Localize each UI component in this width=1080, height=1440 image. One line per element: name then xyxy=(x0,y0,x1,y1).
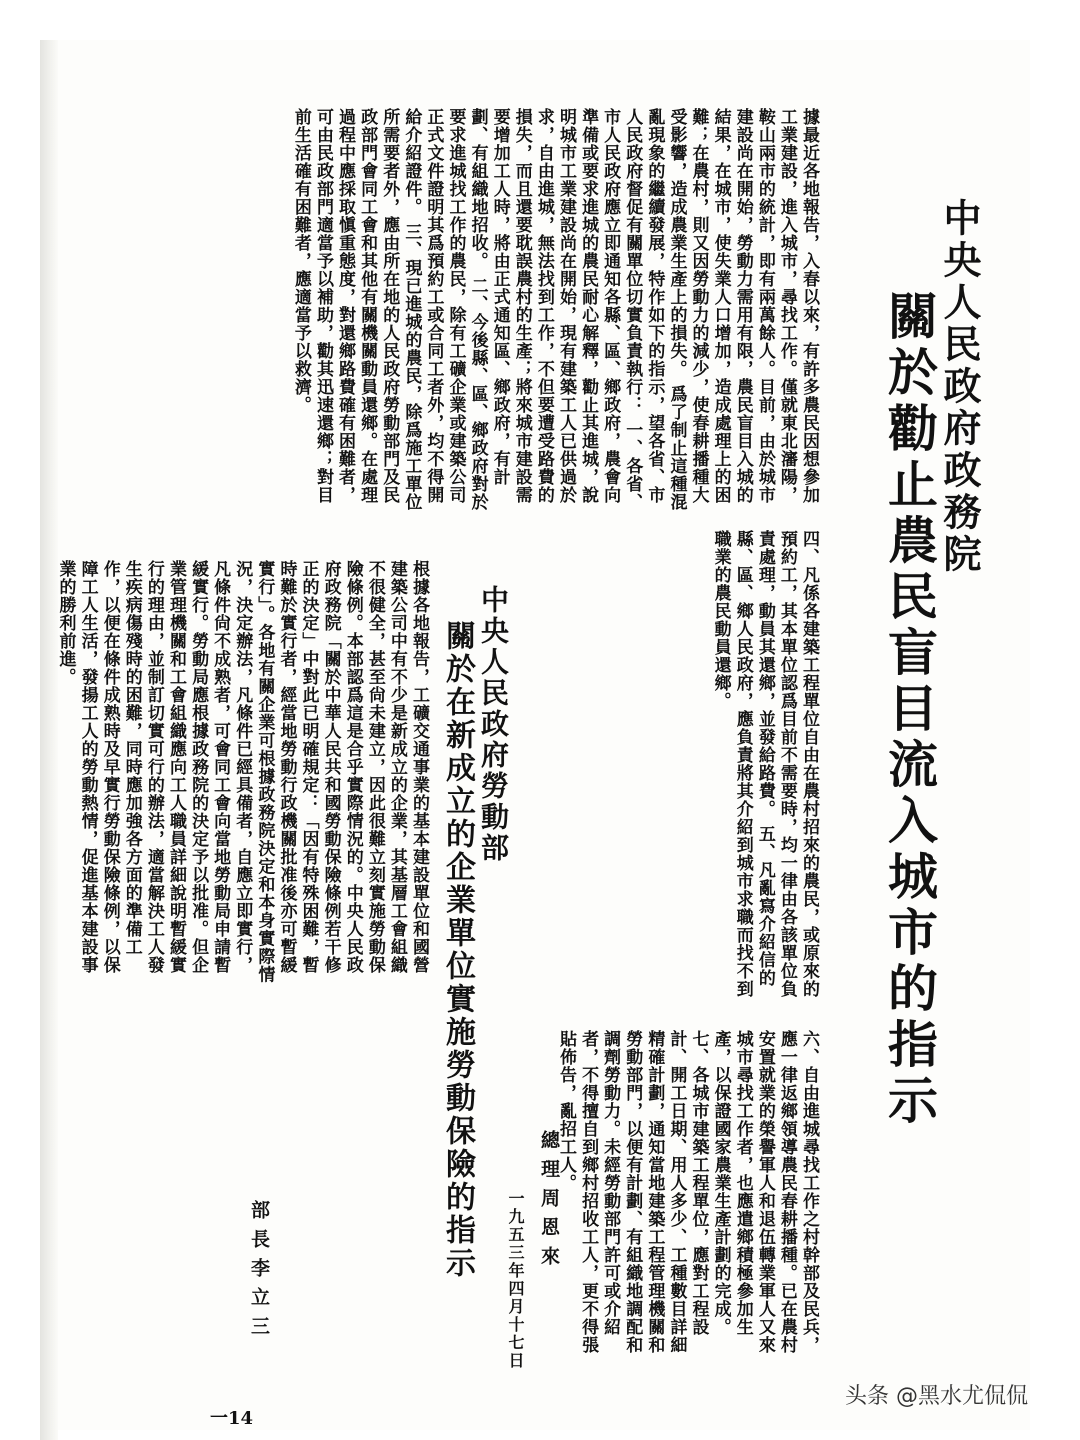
doc1-item-2: 二、今後縣、區、鄉政府對於要求進城找工作的農民，除有工礦企業或建築公司正式文件證明其爲預約工或合同工者外，均不得開給介紹證件。 xyxy=(401,108,488,511)
doc1-item-4: 四、凡係各建築工程單位自由在農村招來的農民，或原來的預約工，其本單位認爲目前不需要時，均一律由各該單位負責處理，動員其還鄉，並發給路費。 xyxy=(754,530,819,998)
doc1-item-5: 五、凡亂寫介紹信的縣、區、鄉人民政府，應負責將其介紹到城市求職而找不到職業的農民動員還鄉。 xyxy=(710,530,775,998)
doc1-item-1: 一、各省、市人民政府應立即通知各縣、區、鄉政府，農會向準備或要求進城的農民耐心解釋，勸止其進城，說明城市工業建設尚在開始，現有建築工人已供過於求，自由進城，無法找到工作，不但要遭受路費的損失，而且還要耽誤農村的生產；將來城市建設需要增加工人時，將由正式通知區、鄉政府，有計劃、有組織地招收。 xyxy=(467,108,643,511)
doc1-title: 關於勸止農民盲目流入城市的指示 xyxy=(880,290,939,1130)
scanned-page xyxy=(40,40,1030,1430)
doc2-title: 關於在新成立的企業單位實施勞動保險的指示 xyxy=(440,620,475,1280)
doc1-body-middle xyxy=(520,530,820,1000)
doc1-signature: 總理周恩來 xyxy=(538,1130,560,1275)
doc1-body-lower xyxy=(520,1030,820,1360)
doc2-signature: 部長李立三 xyxy=(248,1200,270,1345)
doc1-item-6: 六、自由進城尋找工作之村幹部及民兵，應一律返鄉領導農民春耕播種。已在農村安置就業的榮譽軍人和退伍轉業軍人又來城市尋找工作者，也應遣鄉積極參加生產，以保證國家農業生產計劃的完成。 xyxy=(710,1030,819,1354)
doc1-body-upper xyxy=(160,108,820,516)
doc2-paragraph-1: 根據各地報告，工礦交通事業的基本建設單位和國營建築公司中有不少是新成立的企業，其基層工會組織不很健全，甚至尙未建立，因此很難立刻實施勞動保險條例。本部認爲這是合乎實際情況的。中央人民政府政務院「關於中華人民共和國勞動保險條例若干修正的決定」中對此已明確規定：「因有特殊困難，暫時難於實行者，經當地勞動行政機關批准後亦可暫緩實行」。各地有關企業可根據政務院決定和本身實際情況，決定辦法，凡條件已經具備者，自應立即實行，凡條件尙不成熟者，可會同工會向當地勞動局申請暫緩實行。勞動局應根據政務院的決定予以批准。但企業管理機關和工會組織應向工人職員詳細說明暫緩實行的理由，並制訂切實可行的辦法，適當解決工人發生疾病傷殘時的困難，同時應加強各方面的準備工作，以便在條件成熟時及早實行勞動保險條例，以保障工人生活，發揚工人的勞動熱情，促進基本建設事業的勝利前進。 xyxy=(55,560,429,984)
doc2-issuer: 中央人民政府勞動部 xyxy=(477,585,510,864)
doc2-body-upper xyxy=(55,560,430,990)
page-fold-shadow xyxy=(40,40,58,1440)
doc1-issuer: 中央人民政府政務院 xyxy=(937,198,982,576)
doc1-paragraph-1: 據最近各地報告，入春以來，有許多農民因想參加工業建設，進入城市，尋找工作。僅就東北瀋陽，鞍山兩市的統計，即有兩萬餘人。目前，由於城市建設尚在開始，勞動力需用有限，農民盲目入城的結果，在城市，使失業人口增加，造成處理上的困難；在農村，則又因勞動力的減少，使春耕播種大受影響，造成農業生產上的損失。 xyxy=(666,108,819,504)
doc1-item-7: 七、各城市建築工程單位，應對工程設計、開工日期、用人多少、工種數目詳細精確計劃，通知當地建築工程管理機關和勞動部門，以便有計劃、有組織地調配和調劑勞動力。未經勞動部門許可或介紹者，不得擅自到鄉村招收工人，更不得張貼佈告，亂招工人。 xyxy=(555,1030,709,1354)
watermark-text: 头条 @黑水尤侃侃 xyxy=(845,1384,1028,1409)
page-number: 一14 xyxy=(210,1408,254,1429)
doc1-item-3: 三、現已進城的農民，除爲施工單位所需要者外，應由所在地的人民政府勞動部門及民政部門會同工會和其他有關機關動員還鄉。在處理過程中應採取愼重態度，對還鄉路費確有困難者，可由民政部門適當予以補助，勸其迅速還鄉；對目前生活確有困難者，應適當予以救濟。 xyxy=(290,108,422,511)
doc1-paragraph-2: 爲了制止這種混亂現象的繼續發展，特作如下的指示，望各省、市人民政府督促有關單位切實負責執行： xyxy=(622,108,687,511)
doc1-date: 一九五三年四月十七日 xyxy=(506,1190,525,1370)
